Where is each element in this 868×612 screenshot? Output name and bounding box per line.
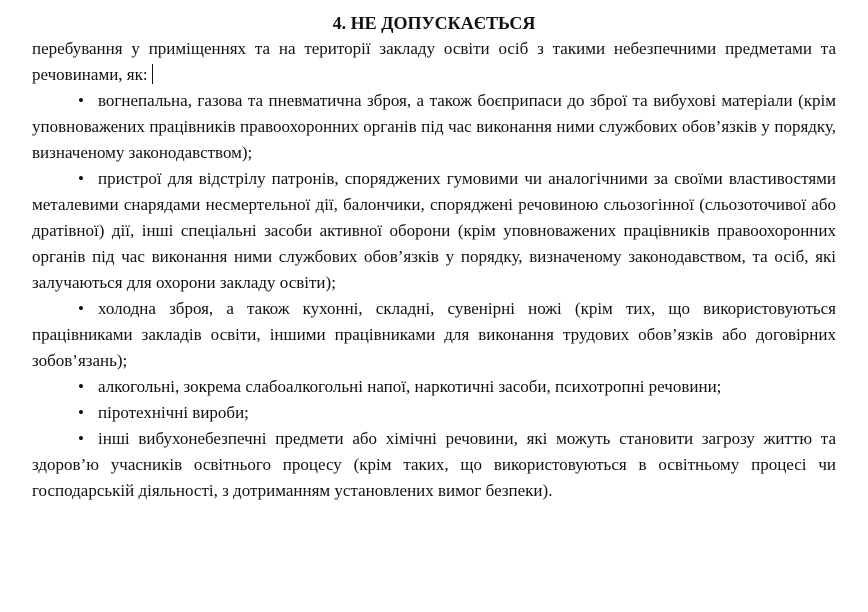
list-item [32,88,836,166]
bullet-icon: • [78,377,84,396]
text-cursor [152,64,153,84]
list-item [32,296,836,374]
bullet-icon: • [78,299,84,318]
list-item-text: інші вибухонебезпечні предмети або хімічні речовини, які можуть становити загрозу життю та здоров’ю учасників освітнього процесу (крім таких, що використовуються в освітньому процесі чи господарській діяльності, з дотриманням установлених вимог безпеки). [32,429,836,500]
intro-text: перебування у приміщеннях та на території закладу освіти осіб з такими небезпечними предметами та речовинами, як: [32,39,836,84]
list-item-text: пристрої для відстрілу патронів, споряджених гумовими чи аналогічними за своїми властивостями металевими снарядами несмертельної дії, балончики, споряджені речовиною сльозогінної (сльозоточивої або дратівної) дії, інші спеціальні засоби активної оборони (крім уповноважених працівників правоохоронних органів під час виконання ними службових обов’язків у порядку, визначеному законодавством, та осіб, які залучаються для охорони закладу освіти); [32,169,836,292]
list-item-text: алкогольні, зокрема слабоалкогольні напої, наркотичні засоби, психотропні речовини; [98,377,722,396]
bullet-icon: • [78,403,84,422]
list-item [32,166,836,296]
intro-paragraph[interactable] [32,36,836,88]
list-item [32,400,836,426]
list-item-text: піротехнічні вироби; [98,403,249,422]
list-item [32,426,836,504]
bullet-icon: • [78,169,84,188]
bullet-icon: • [78,429,84,448]
section-heading: 4. НЕ ДОПУСКАЄТЬСЯ [332,13,536,33]
bullet-icon: • [78,91,84,110]
document-page [32,10,836,504]
list-item [32,374,836,400]
list-item-text: вогнепальна, газова та пневматична зброя, а також боєприпаси до зброї та вибухові матеріали (крім уповноважених працівників правоохоронних органів під час виконання ними службових обов’язків у порядку, визначеному законодавством); [32,91,836,162]
list-item-text: холодна зброя, а також кухонні, складні, сувенірні ножі (крім тих, що використовуються працівниками закладів освіти, іншими працівниками для виконання трудових обов’язків або договірних зобов’язань); [32,299,836,370]
